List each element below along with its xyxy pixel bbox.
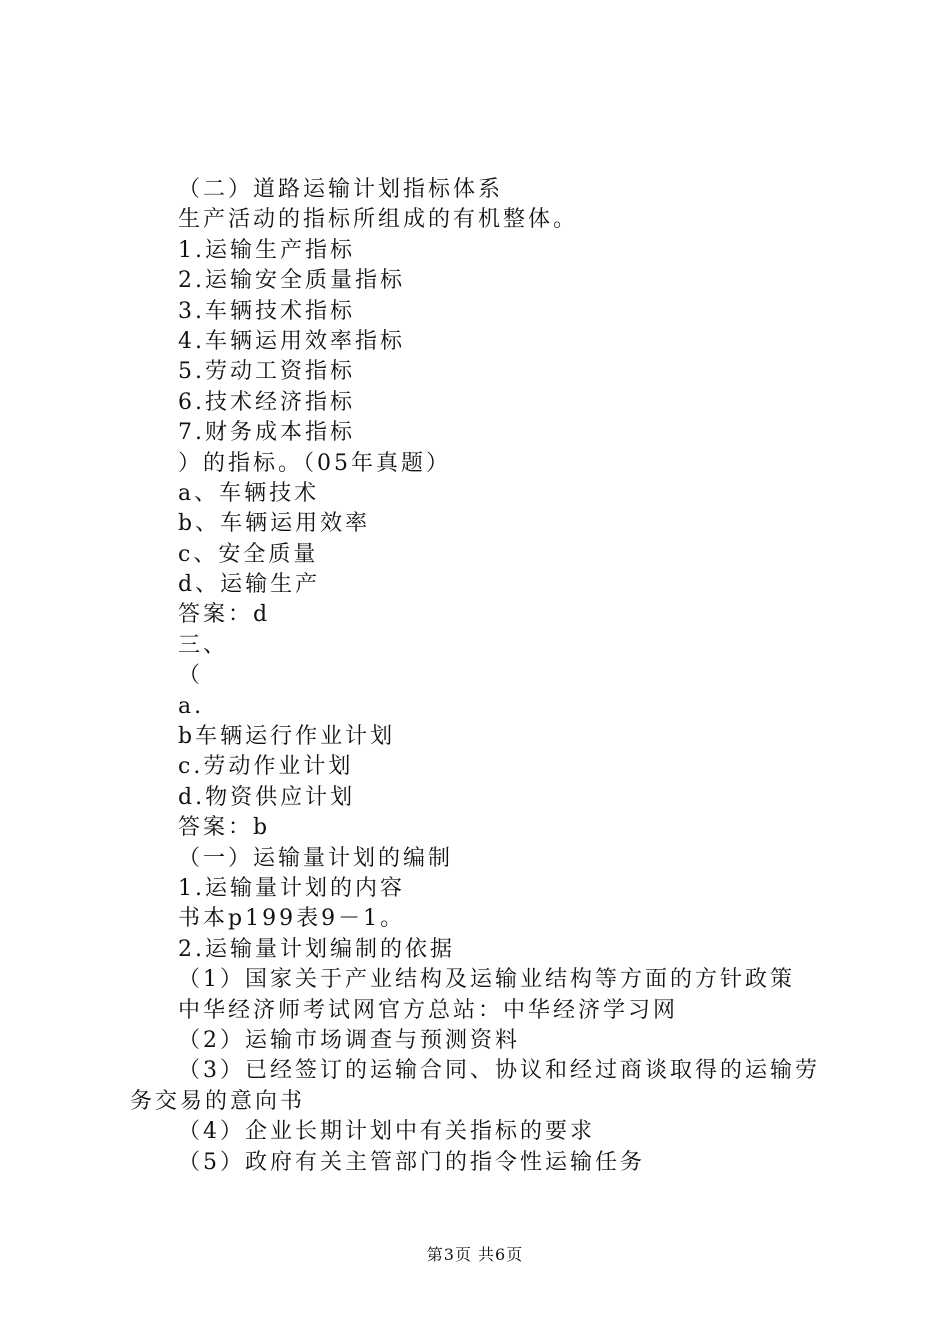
option-line: b车辆运行作业计划 — [178, 724, 396, 750]
list-item: 6.技术经济指标 — [178, 389, 355, 415]
question-line: （ — [178, 663, 204, 689]
option-line: d.物资供应计划 — [178, 784, 356, 810]
list-item: 1.运输生产指标 — [178, 237, 355, 263]
option-line: a、车辆技术 — [178, 480, 320, 506]
list-item: （2）运输市场调查与预测资料 — [178, 1027, 520, 1053]
text-line: 务交易的意向书 — [130, 1088, 306, 1114]
question-line: ）的指标。（05年真题） — [178, 450, 451, 476]
option-line: d、运输生产 — [178, 572, 321, 598]
option-line: b、车辆运用效率 — [178, 511, 371, 537]
list-item: （1）国家关于产业结构及运输业结构等方面的方针政策 — [178, 967, 795, 993]
list-item: 7.财务成本指标 — [178, 420, 355, 446]
option-line: c.劳动作业计划 — [178, 754, 354, 780]
option-line: c、安全质量 — [178, 541, 319, 567]
list-item: 4.车辆运用效率指标 — [178, 328, 405, 354]
list-item: （4）企业长期计划中有关指标的要求 — [178, 1119, 595, 1145]
list-item: 1.运输量计划的内容 — [178, 875, 405, 901]
list-item: （5）政府有关主管部门的指令性运输任务 — [178, 1149, 645, 1175]
list-item: （3）已经签订的运输合同、协议和经过商谈取得的运输劳 — [178, 1058, 820, 1084]
page-footer: 第3页 共6页 — [426, 1245, 524, 1264]
text-line: 生产活动的指标所组成的有机整体。 — [178, 207, 579, 233]
list-item: 2.运输量计划编制的依据 — [178, 936, 455, 962]
section-heading: （一）运输量计划的编制 — [178, 845, 454, 871]
section-heading: 三、 — [178, 632, 229, 658]
answer-line: 答案：b — [178, 815, 271, 841]
watermark-line: 中华经济师考试网官方总站：中华经济学习网 — [178, 997, 679, 1023]
list-item: 2.运输安全质量指标 — [178, 268, 405, 294]
option-line: a. — [178, 693, 205, 719]
answer-line: 答案：d — [178, 602, 271, 628]
section-heading: （二）道路运输计划指标体系 — [178, 177, 504, 202]
text-line: 书本p199表9－1。 — [178, 906, 406, 932]
list-item: 3.车辆技术指标 — [178, 298, 355, 324]
document-body — [0, 175, 950, 1178]
list-item: 5.劳动工资指标 — [178, 359, 355, 385]
